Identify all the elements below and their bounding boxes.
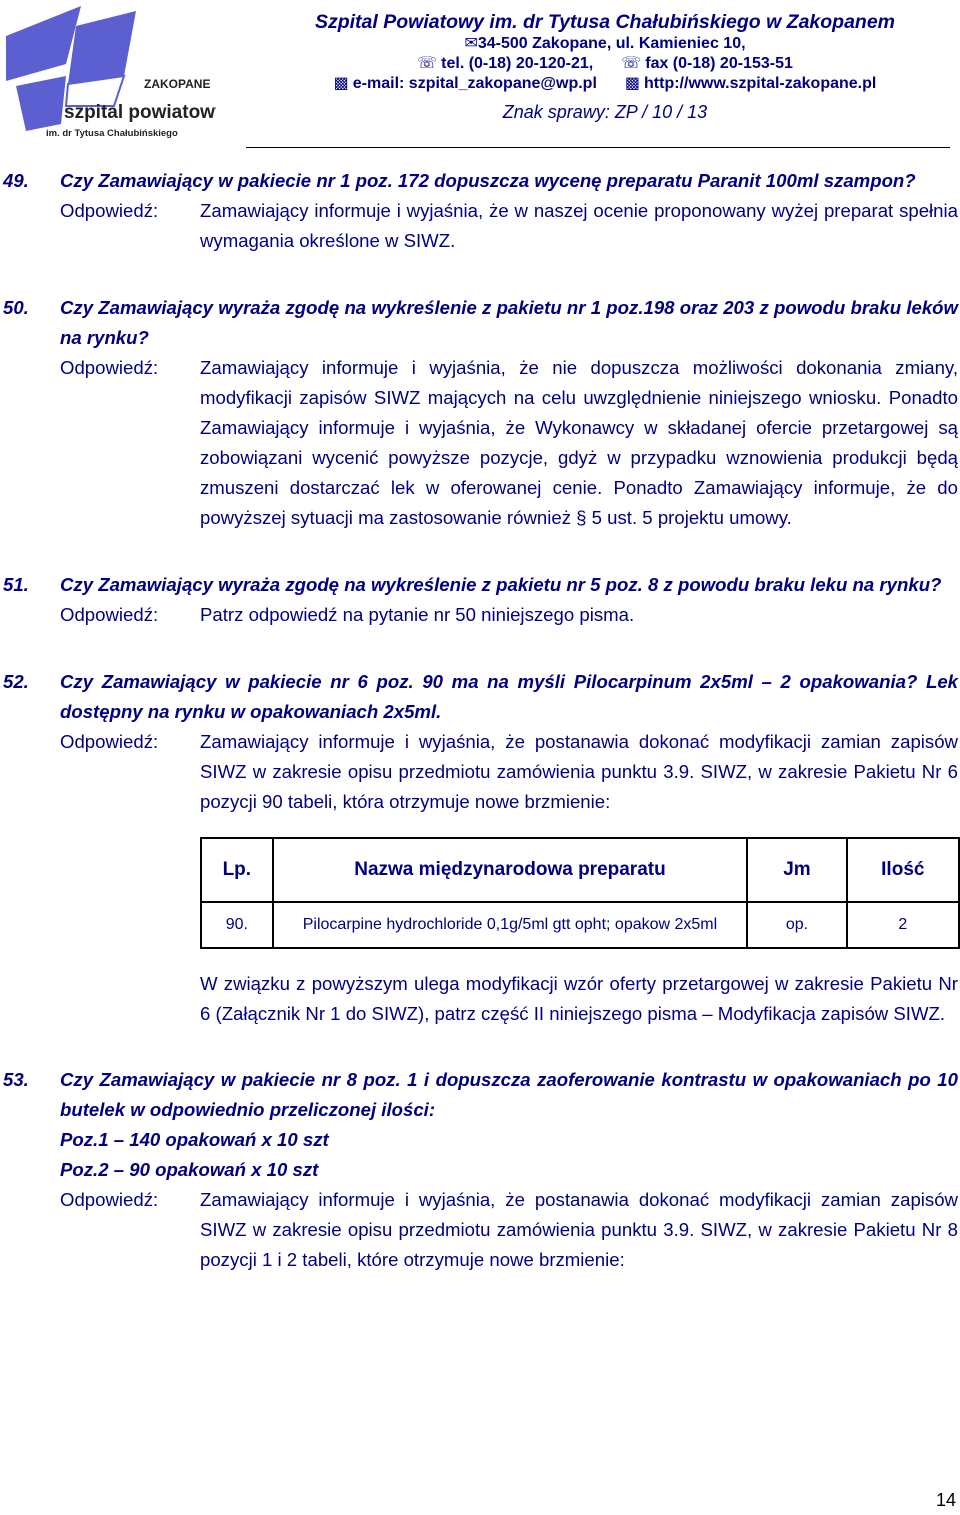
answer-label: Odpowiedź: <box>60 357 159 378</box>
table-row <box>201 902 959 948</box>
col-header-unit: Jm <box>747 838 846 902</box>
question-number: 49. <box>3 170 29 191</box>
question-subitem-2: Poz.2 – 90 opakowań x 10 szt <box>60 1159 319 1180</box>
answer-text: Zamawiający informuje i wyjaśnia, że postanawia dokonać modyfikacji zamian zapisów SIWZ w zakresie opisu przedmiotu zamówienia punktu 3.9. SIWZ, w zakresie Pakietu Nr 8 pozycji 1 i 2 tabeli, które otrzymuje nowe brzmienie: <box>200 1189 958 1270</box>
fax-entry <box>621 54 793 74</box>
answer <box>0 353 960 533</box>
col-header-name: Nazwa międzynarodowa preparatu <box>273 838 748 902</box>
answer-text: Patrz odpowiedź na pytanie nr 50 niniejszego pisma. <box>200 604 635 625</box>
answer <box>0 1185 960 1275</box>
answer <box>0 727 960 817</box>
question <box>0 667 960 727</box>
logo-city-text: ZAKOPANE <box>144 77 211 91</box>
answer-text: Zamawiający informuje i wyjaśnia, że postanawia dokonać modyfikacji zamian zapisów SIWZ w zakresie opisu przedmiotu zamówienia punktu 3.9. SIWZ, w zakresie Pakietu Nr 6 pozycji 90 tabeli, która otrzymuje nowe brzmienie: <box>200 731 958 812</box>
qa-item-53 <box>0 1065 960 1275</box>
question <box>0 293 960 353</box>
question-number: 52. <box>3 671 29 692</box>
question-text: Czy Zamawiający w pakiecie nr 8 poz. 1 i dopuszcza zaoferowanie kontrastu w opakowaniach po 10 butelek w odpowiednio przeliczonej ilości: <box>60 1069 958 1120</box>
cell-name: Pilocarpine hydrochloride 0,1g/5ml gtt opht; opakow 2x5ml <box>273 902 748 948</box>
col-header-lp: Lp. <box>201 838 273 902</box>
qa-item-50 <box>0 293 960 533</box>
logo-sub-text: im. dr Tytusa Chałubińskiego <box>46 128 178 139</box>
qa-item-52 <box>0 667 960 1029</box>
table-header-row <box>201 838 959 902</box>
hospital-logo <box>6 6 216 141</box>
website-text[interactable]: http://www.szpital-zakopane.pl <box>644 75 877 92</box>
email-web-row <box>250 74 960 94</box>
question-text: Czy Zamawiający wyraża zgodę na wykreślenie z pakietu nr 1 poz.198 oraz 203 z powodu braku leków na rynku? <box>60 297 958 348</box>
logo-graphic <box>6 6 216 141</box>
question-number: 50. <box>3 297 29 318</box>
question <box>0 570 960 600</box>
answer <box>0 600 960 630</box>
question-number: 53. <box>3 1069 29 1090</box>
answer-label: Odpowiedź: <box>60 200 159 221</box>
answer-label: Odpowiedź: <box>60 1189 159 1210</box>
address-text: 34-500 Zakopane, ul. Kamieniec 10, <box>477 35 746 52</box>
envelope-icon: ✉ <box>464 35 478 52</box>
phone-text: tel. (0-18) 20-120-21, <box>441 55 594 72</box>
answer <box>0 196 960 256</box>
fax-icon: ☏ <box>621 55 642 72</box>
col-header-qty: Ilość <box>847 838 959 902</box>
email-entry[interactable] <box>334 74 597 94</box>
page-number: 14 <box>935 1490 956 1510</box>
qa-item-49 <box>0 166 960 256</box>
question-subitem-1: Poz.1 – 140 opakowań x 10 szt <box>60 1129 329 1150</box>
cell-lp: 90. <box>201 902 273 948</box>
question-text: Czy Zamawiający w pakiecie nr 1 poz. 172 dopuszcza wycenę preparatu Paranit 100ml szampon? <box>60 170 916 191</box>
fax-text: fax (0-18) 20-153-51 <box>645 55 793 72</box>
document-body <box>0 166 960 1275</box>
after-table-text: W związku z powyższym ulega modyfikacji wzór oferty przetargowej w zakresie Pakietu Nr 6 (Załącznik Nr 1 do SIWZ), patrz część II niniejszego pisma – Modyfikacja zapisów SIWZ. <box>200 973 958 1024</box>
computer-icon: ▩ <box>333 75 349 92</box>
hospital-address <box>250 34 960 54</box>
modification-table <box>200 837 960 949</box>
cell-qty: 2 <box>847 902 959 948</box>
phone-fax-row <box>250 54 960 74</box>
case-number: Znak sprawy: ZP / 10 / 13 <box>502 102 708 122</box>
email-text[interactable]: e-mail: szpital_zakopane@wp.pl <box>352 75 597 92</box>
question <box>0 166 960 196</box>
qa-item-51 <box>0 570 960 630</box>
computer-icon: ▩ <box>624 75 641 92</box>
hospital-name: Szpital Powiatowy im. dr Tytusa Chałubińskiego w Zakopanem <box>314 11 896 33</box>
logo-main-text: szpital powiatowy <box>64 102 216 123</box>
header-divider <box>246 147 950 148</box>
answer-text: Zamawiający informuje i wyjaśnia, że w naszej ocenie proponowany wyżej preparat spełnia wymagania określone w SIWZ. <box>200 200 958 251</box>
question-number: 51. <box>3 574 29 595</box>
answer-text: Zamawiający informuje i wyjaśnia, że nie dopuszcza możliwości dokonania zmiany, modyfikacji zapisów SIWZ mających na celu uwzględnienie niniejszego wniosku. Ponadto Zamawiający informuje i wyjaśnia, że Wykonawcy w składanej ofercie przetargowej są zobowiązani wycenić powyższe pozycje, gdyż w przypadku wznowienia produkcji będą zmuszeni dostarczać lek w oferowanej cenie. Ponadto Zamawiający informuje, że do powyższej sytuacji ma zastosowanie również § 5 ust. 5 projektu umowy. <box>200 357 958 528</box>
question <box>0 1065 960 1125</box>
answer-label: Odpowiedź: <box>60 731 159 752</box>
cell-unit: op. <box>747 902 846 948</box>
question-text: Czy Zamawiający w pakiecie nr 6 poz. 90 ma na myśli Pilocarpinum 2x5ml – 2 opakowania? Lek dostępny na rynku w opakowaniach 2x5ml. <box>60 671 958 722</box>
answer-label: Odpowiedź: <box>60 604 159 625</box>
phone-icon: ☏ <box>417 55 438 72</box>
letterhead <box>250 10 960 124</box>
phone-entry <box>417 54 593 74</box>
question-text: Czy Zamawiający wyraża zgodę na wykreślenie z pakietu nr 5 poz. 8 z powodu braku leku na rynku? <box>60 574 942 595</box>
website-entry[interactable] <box>625 74 876 94</box>
